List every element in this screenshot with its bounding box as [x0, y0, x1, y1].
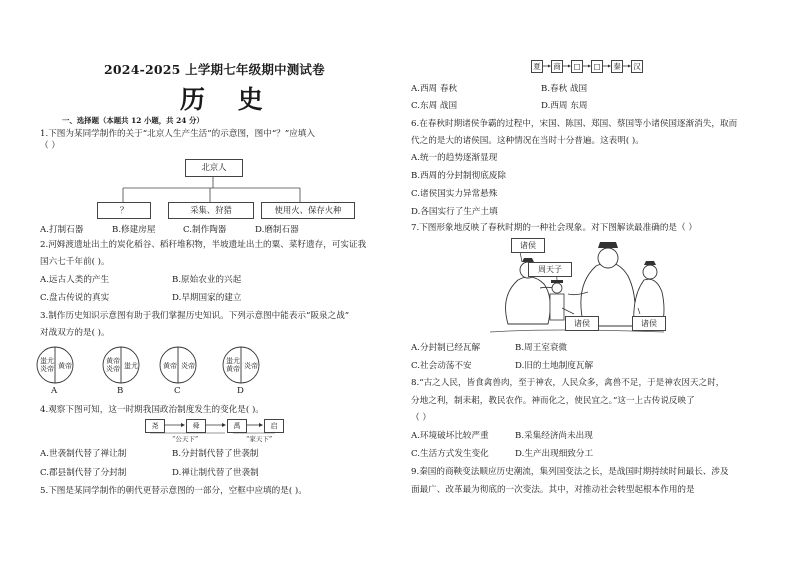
dynasty-han: 汉 — [631, 60, 643, 73]
cartoon-label-lord-2: 诸侯 — [565, 316, 599, 331]
chain-yao: 尧 — [145, 419, 165, 433]
q4-stem: 4.观察下图可知，这一时期我国政治制度发生的变化是( )。 — [40, 405, 264, 415]
q2-stem-line1: 2.河姆渡遗址出土的炭化稻谷、稻秆堆积物，半坡遗址出土的粟、菜籽遗存，可实证我 — [40, 240, 367, 250]
q3b-left-label: 黄帝炎帝 — [106, 357, 120, 373]
q3-caption-b: B — [117, 386, 124, 396]
q5-option-a: A.西周 春秋 — [411, 84, 458, 94]
q3a-left-label: 蚩尤炎帝 — [40, 357, 54, 373]
q3d-right-label: 炎帝 — [244, 362, 258, 370]
diagram-top-box: 北京人 — [185, 159, 243, 177]
q8-option-b: B.采集经济尚未出现 — [515, 431, 593, 441]
q7-option-d: D.旧的土地制度瓦解 — [515, 361, 594, 371]
q5-option-d: D.西周 东周 — [541, 101, 588, 111]
q8-option-c: C.生活方式发生变化 — [411, 449, 489, 459]
q4-option-c: C.郡县制代替了分封制 — [40, 468, 127, 478]
dynasty-blank-2: □ — [591, 60, 603, 73]
q8-stem-line1: 8.“古之人民，皆食禽兽肉，至于神农，人民众多，禽兽不足，于是神农因天之时， — [411, 378, 725, 388]
q5-option-b: B.春秋 战国 — [541, 84, 588, 94]
q4-option-d: D.禅让制代替了世袭制 — [172, 468, 259, 478]
q2-option-b: B.原始农业的兴起 — [172, 275, 242, 285]
q3b-right-label: 蚩尤 — [124, 362, 138, 370]
q1-stem-line1: 1.下图为某同学制作的关于“北京人生产生活”的示意图，图中“？”应填入 — [40, 129, 315, 139]
q2-stem-line2: 国六七千年前( )。 — [40, 257, 110, 267]
q6-option-a: A.统一的趋势逐渐显现 — [411, 153, 498, 163]
q3c-left-label: 黄帝 — [163, 362, 177, 370]
chain-qi: 启 — [264, 419, 284, 433]
q8-stem-line2: 分地之利，制耒耜，教民农作。神而化之，使民宜之。”这一上古传说反映了 — [411, 396, 695, 406]
q7-option-a: A.分封制已经瓦解 — [411, 343, 481, 353]
q7-option-b: B.周王室衰微 — [515, 343, 568, 353]
section-heading: 一、选择题（本题共 12 小题，共 24 分） — [62, 116, 204, 125]
q1-option-d: D.磨制石器 — [255, 225, 299, 235]
q3c-right-label: 炎帝 — [181, 362, 195, 370]
label-family-world: “家天下” — [246, 435, 273, 443]
q6-option-b: B.西周的分封制彻底废除 — [411, 171, 506, 181]
cartoon-label-lord-1: 诸侯 — [511, 238, 545, 253]
q5-option-c: C.东周 战国 — [411, 101, 458, 111]
q9-stem-line1: 9.秦国的商鞅变法顺应历史潮流，集列国变法之长，是战国时期持续时间最长、涉及 — [411, 467, 729, 477]
q3-caption-c: C — [174, 386, 181, 396]
q6-option-d: D.各国实行了生产土填 — [411, 207, 498, 217]
subject-title: 历 史 — [180, 85, 275, 114]
diagram-fire-box: 使用火、保存火种 — [261, 202, 355, 219]
dynasty-xia: 夏 — [531, 60, 543, 73]
q7-option-c: C.社会动荡不安 — [411, 361, 472, 371]
cartoon-label-king: 周天子 — [528, 262, 572, 277]
q6-stem-line2: 代之的是大的诸侯国。这种情况在当时十分普遍。这表明( )。 — [411, 136, 644, 146]
q3-caption-d: D — [237, 386, 244, 396]
cartoon-label-lord-3: 诸侯 — [632, 316, 666, 331]
q1-stem-line2: （ ） — [40, 141, 60, 151]
q4-option-a: A.世袭制代替了禅让制 — [40, 449, 127, 459]
diagram-unknown-box: ？ — [97, 202, 151, 219]
chain-shun: 舜 — [186, 419, 206, 433]
q8-stem-line3: （ ） — [411, 413, 431, 423]
q8-option-d: D.生产出现细致分工 — [515, 449, 594, 459]
label-public-world: “公天下” — [172, 435, 199, 443]
q7-stem: 7.下图形象地反映了春秋时期的一种社会现象。对下图解读最准确的是（ ） — [411, 223, 697, 233]
chain-yu: 禹 — [227, 419, 247, 433]
dynasty-shang: 商 — [551, 60, 563, 73]
q2-option-a: A.远古人类的产生 — [40, 275, 110, 285]
q4-option-b: B.分封制代替了世袭制 — [172, 449, 259, 459]
dynasty-blank-1: □ — [571, 60, 583, 73]
q6-option-c: C.诸侯国实力异常悬殊 — [411, 189, 498, 199]
dynasty-qin: 秦 — [611, 60, 623, 73]
q3-stem-line1: 3.制作历史知识示意图有助于我们掌握历史知识。下列示意图中能表示“阪泉之战” — [40, 311, 350, 321]
q3-caption-a: A — [51, 386, 58, 396]
q2-option-d: D.早期国家的建立 — [172, 293, 242, 303]
q9-stem-line2: 面最广、改革最为彻底的一次变法。其中，对推动社会转型起根本作用的是 — [411, 485, 695, 495]
q6-stem-line1: 6.在春秋时期诸侯争霸的过程中，宋国、陈国、郑国、蔡国等小诸侯国逐渐消失，取而 — [411, 119, 738, 129]
q3-stem-line2: 对战双方的是( )。 — [40, 328, 110, 338]
q3d-left-label: 蚩尤黄帝 — [226, 357, 240, 373]
exam-title: 2024-2025 上学期七年级期中测试卷 — [104, 62, 325, 77]
q1-option-a: A.打制石器 — [40, 225, 84, 235]
q1-option-c: C.制作陶器 — [183, 225, 227, 235]
q8-option-a: A.环境破坏比较严重 — [411, 431, 489, 441]
q3a-right-label: 黄帝 — [58, 362, 72, 370]
diagram-gather-box: 采集、狩猎 — [168, 202, 254, 219]
q2-option-c: C.盘古传说的真实 — [40, 293, 110, 303]
q5-stem: 5.下图是某同学制作的朝代更替示意图的一部分，空框中应填的是( )。 — [40, 486, 307, 496]
q1-option-b: B.修建房屋 — [112, 225, 156, 235]
